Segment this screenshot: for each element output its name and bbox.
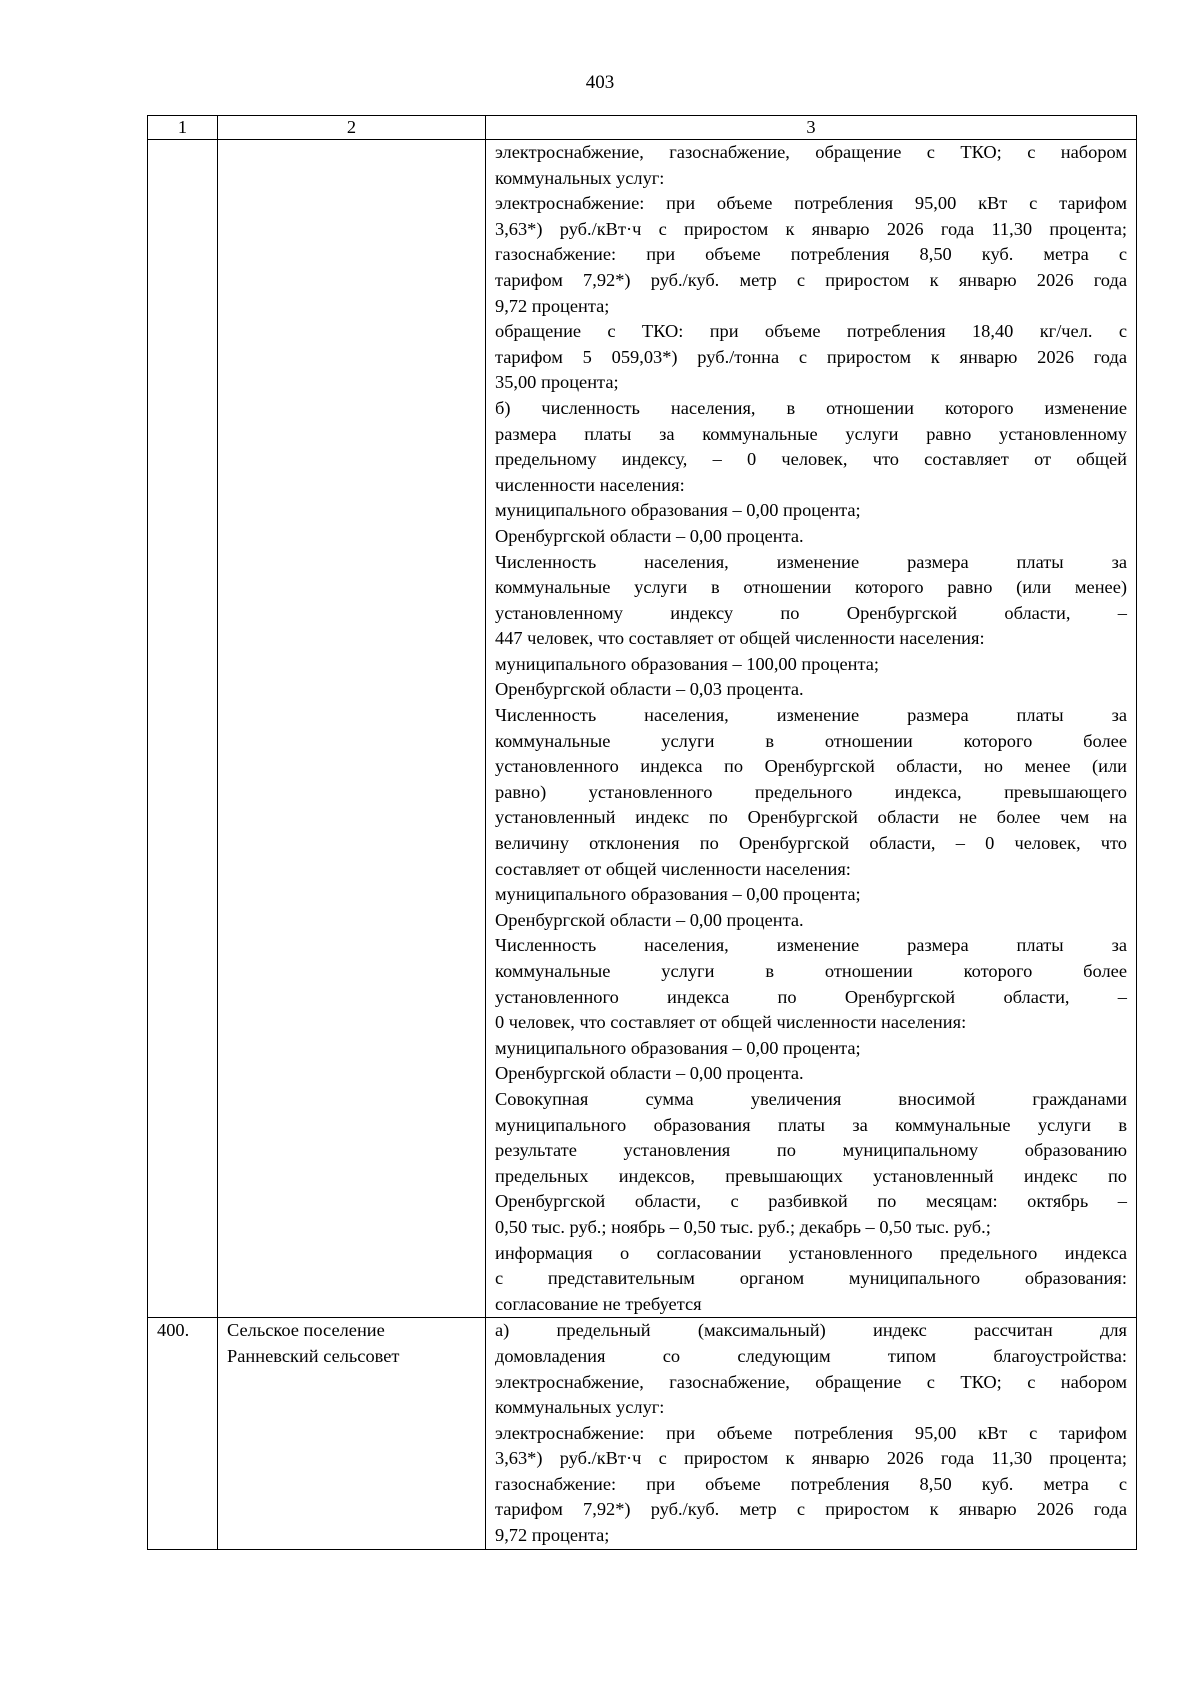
content-line: коммунальных услуг: <box>495 1397 665 1418</box>
content-line: согласование не требуется <box>495 1293 702 1314</box>
content-line: тарифом 7,92*) руб./куб. метр с приростом к январю 2026 года <box>495 269 1127 290</box>
content-line: домовладения со следующим типом благоустройства: <box>495 1345 1127 1366</box>
content-line: Оренбургской области – 0,00 процента. <box>495 1063 804 1084</box>
header-col-2: 2 <box>218 116 486 140</box>
content-line: численности населения: <box>495 474 685 495</box>
municipality-name-line: Ранневский сельсовет <box>227 1345 400 1366</box>
content-line: муниципального образования платы за коммунальные услуги в <box>495 1114 1127 1135</box>
content-line: газоснабжение: при объеме потребления 8,50 куб. метра с <box>495 1473 1127 1494</box>
content-line: Оренбургской области – 0,00 процента. <box>495 525 804 546</box>
content-line: составляет от общей численности населения: <box>495 858 851 879</box>
header-col-1: 1 <box>148 116 218 140</box>
content-line: установленному индексу по Оренбургской области, – <box>495 602 1127 623</box>
content-line: газоснабжение: при объеме потребления 8,50 куб. метра с <box>495 244 1127 265</box>
content-line: 447 человек, что составляет от общей численности населения: <box>495 628 985 649</box>
index-description-cell <box>486 140 1137 1318</box>
index-description-cell <box>486 1318 1137 1549</box>
content-line: б) численность населения, в отношении которого изменение <box>495 397 1127 418</box>
content-line: установленный индекс по Оренбургской области не более чем на <box>495 807 1127 828</box>
content-line: муниципального образования – 0,00 процента; <box>495 500 861 521</box>
content-line: тарифом 7,92*) руб./куб. метр с приростом к январю 2026 года <box>495 1499 1127 1520</box>
content-line: электроснабжение: при объеме потребления 95,00 кВт с тарифом <box>495 193 1127 214</box>
row-number-cell <box>148 140 218 1318</box>
content-line: муниципального образования – 0,00 процента; <box>495 1037 861 1058</box>
content-line: коммунальные услуги в отношении которого равно (или менее) <box>495 577 1127 598</box>
content-line: Численность населения, изменение размера платы за <box>495 551 1127 572</box>
content-line: Совокупная сумма увеличения вносимой гражданами <box>495 1088 1127 1109</box>
content-line: величину отклонения по Оренбургской области, – 0 человек, что <box>495 833 1127 854</box>
header-col-3: 3 <box>486 116 1137 140</box>
content-line: установленного индекса по Оренбургской области, – <box>495 986 1127 1007</box>
content-line: муниципального образования – 100,00 процента; <box>495 653 880 674</box>
content-line: коммунальные услуги в отношении которого более <box>495 730 1127 751</box>
content-line: электроснабжение, газоснабжение, обращение с ТКО; с набором <box>495 1371 1127 1392</box>
content-line: равно) установленного предельного индекса, превышающего <box>495 781 1127 802</box>
content-line: Оренбургской области, с разбивкой по месяцам: октябрь – <box>495 1191 1127 1212</box>
content-line: информация о согласовании установленного предельного индекса <box>495 1242 1127 1263</box>
content-line: 9,72 процента; <box>495 295 610 316</box>
row-number-cell: 400. <box>148 1318 218 1549</box>
content-line: муниципального образования – 0,00 процента; <box>495 884 861 905</box>
content-line: электроснабжение, газоснабжение, обращение с ТКО; с набором <box>495 142 1127 162</box>
content-line: размера платы за коммунальные услуги равно установленному <box>495 423 1127 444</box>
municipality-name-cell <box>218 1318 486 1549</box>
content-line: Численность населения, изменение размера платы за <box>495 705 1127 726</box>
content-line: предельных индексов, превышающих установленный индекс по <box>495 1165 1127 1186</box>
content-line: 35,00 процента; <box>495 372 619 393</box>
content-line: обращение с ТКО: при объеме потребления 18,40 кг/чел. с <box>495 321 1127 342</box>
content-line: с представительным органом муниципального образования: <box>495 1268 1127 1289</box>
table-row <box>148 1318 1137 1549</box>
municipality-name-line: Сельское поселение <box>227 1320 385 1341</box>
content-line: а) предельный (максимальный) индекс рассчитан для <box>495 1320 1127 1341</box>
content-line: установленного индекса по Оренбургской области, но менее (или <box>495 756 1127 777</box>
content-line: электроснабжение: при объеме потребления 95,00 кВт с тарифом <box>495 1422 1127 1443</box>
data-table <box>147 115 1137 1550</box>
content-line: коммунальных услуг: <box>495 167 665 188</box>
content-line: Оренбургской области – 0,00 процента. <box>495 909 804 930</box>
content-line: 0 человек, что составляет от общей численности населения: <box>495 1012 967 1033</box>
content-line: 0,50 тыс. руб.; ноябрь – 0,50 тыс. руб.; декабрь – 0,50 тыс. руб.; <box>495 1216 991 1237</box>
content-line: Оренбургской области – 0,03 процента. <box>495 679 804 700</box>
content-line: коммунальные услуги в отношении которого более <box>495 961 1127 981</box>
content-line: тарифом 5 059,03*) руб./тонна с приростом к январю 2026 года <box>495 346 1127 367</box>
table-row <box>148 140 1137 1318</box>
municipality-name-cell <box>218 140 486 1318</box>
content-line: предельному индексу, – 0 человек, что составляет от общей <box>495 449 1127 470</box>
table-header-row <box>148 116 1137 140</box>
content-line: результате установления по муниципальному образованию <box>495 1140 1127 1161</box>
content-line: Численность населения, изменение размера платы за <box>495 935 1127 956</box>
page-number: 403 <box>585 72 615 93</box>
content-line: 3,63*) руб./кВт·ч с приростом к январю 2026 года 11,30 процента; <box>495 218 1127 239</box>
content-line: 3,63*) руб./кВт·ч с приростом к январю 2026 года 11,30 процента; <box>495 1448 1127 1469</box>
content-line: 9,72 процента; <box>495 1525 610 1546</box>
